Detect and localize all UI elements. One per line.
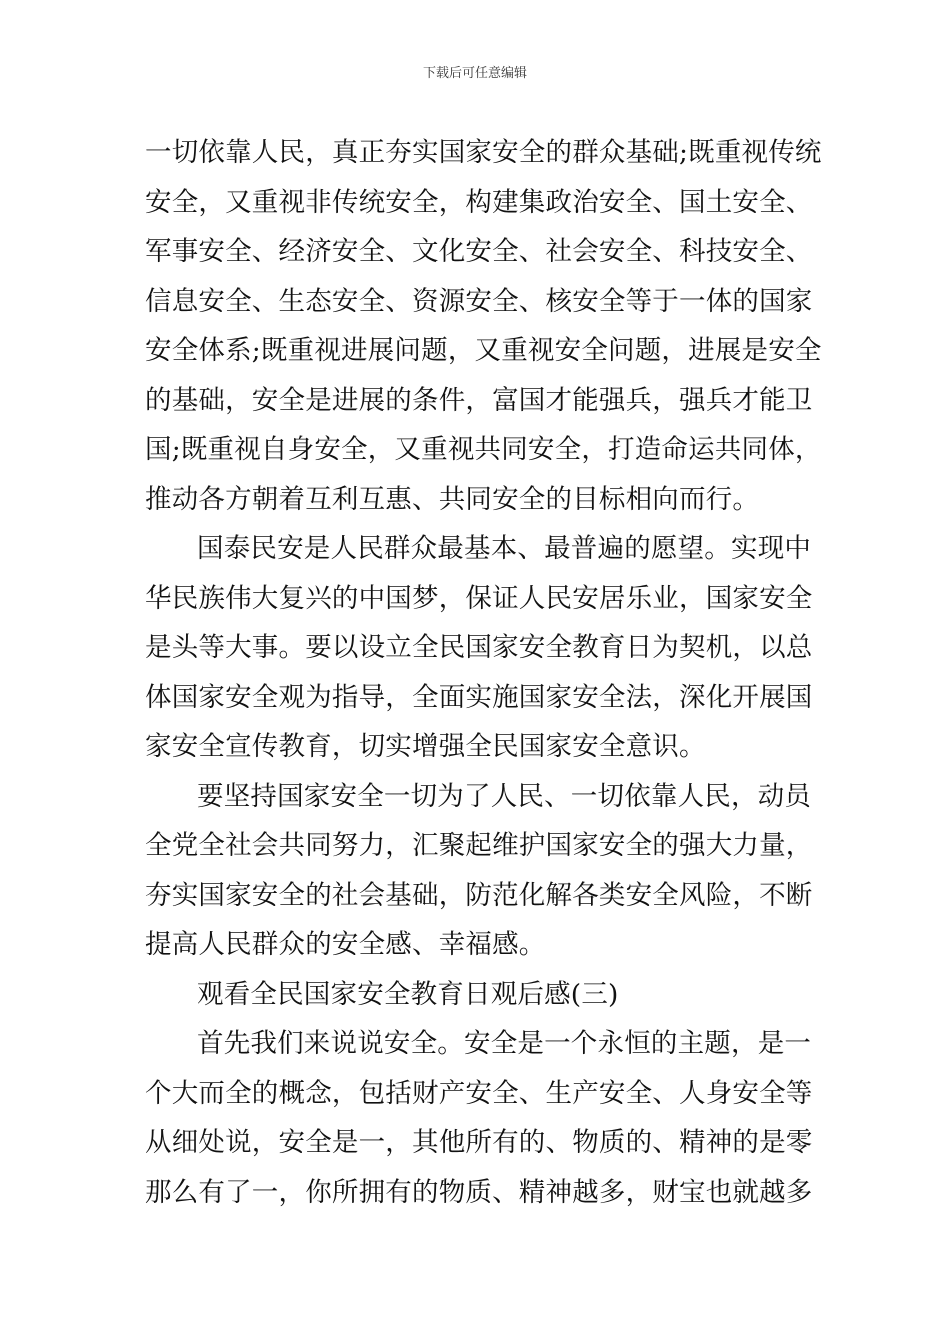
document-body	[145, 128, 822, 1217]
text-line-21: 从细处说，安全是一，其他所有的、物质的、精神的是零	[145, 1127, 813, 1158]
paragraph-start-line-19: 首先我们来说说安全。安全是一个永恒的主题，是一	[197, 1028, 812, 1059]
text-line-11: 是头等大事。要以设立全民国家安全教育日为契机，以总	[145, 632, 813, 663]
text-line-8: 推动各方朝着互利互惠、共同安全的目标相向而行。	[145, 483, 760, 515]
text-line-13: 家安全宣传教育，切实增强全民国家安全意识。	[145, 731, 706, 762]
page-header: 下载后可任意编辑	[422, 66, 527, 81]
text-line-3: 军事安全、经济安全、文化安全、社会安全、科技安全、	[145, 236, 813, 267]
section-heading: 观看全民国家安全教育日观后感(三)	[197, 978, 619, 1010]
text-line-22: 那么有了一，你所拥有的物质、精神越多，财宝也就越多	[145, 1176, 813, 1208]
text-line-15: 全党全社会共同努力，汇聚起维护国家安全的强大力量，	[145, 830, 813, 861]
text-line-10: 华民族伟大复兴的中国梦，保证人民安居乐业，国家安全	[145, 582, 813, 614]
text-line-5: 安全体系;既重视进展问题，又重视安全问题，进展是安全	[145, 335, 822, 366]
text-line-17: 提高人民群众的安全感、幸福感。	[145, 929, 546, 960]
text-line-1: 一切依靠人民，真正夯实国家安全的群众基础;既重视传统	[145, 137, 822, 168]
text-line-7: 国;既重视自身安全，又重视共同安全，打造命运共同体，	[145, 434, 822, 465]
text-line-16: 夯实国家安全的社会基础，防范化解各类安全风险，不断	[145, 879, 813, 911]
paragraph-start-line-14: 要坚持国家安全一切为了人民、一切依靠人民，动员	[197, 780, 812, 812]
text-line-4: 信息安全、生态安全、资源安全、核安全等于一体的国家	[145, 285, 813, 317]
text-line-20: 个大而全的概念，包括财产安全、生产安全、人身安全等	[145, 1077, 813, 1109]
paragraph-start-line-9: 国泰民安是人民群众最基本、最普遍的愿望。实现中	[197, 533, 812, 564]
text-line-6: 的基础，安全是进展的条件，富国才能强兵，强兵才能卫	[145, 384, 813, 416]
text-line-12: 体国家安全观为指导，全面实施国家安全法，深化开展国	[145, 681, 813, 713]
text-line-2: 安全，又重视非传统安全，构建集政治安全、国土安全、	[145, 186, 813, 218]
